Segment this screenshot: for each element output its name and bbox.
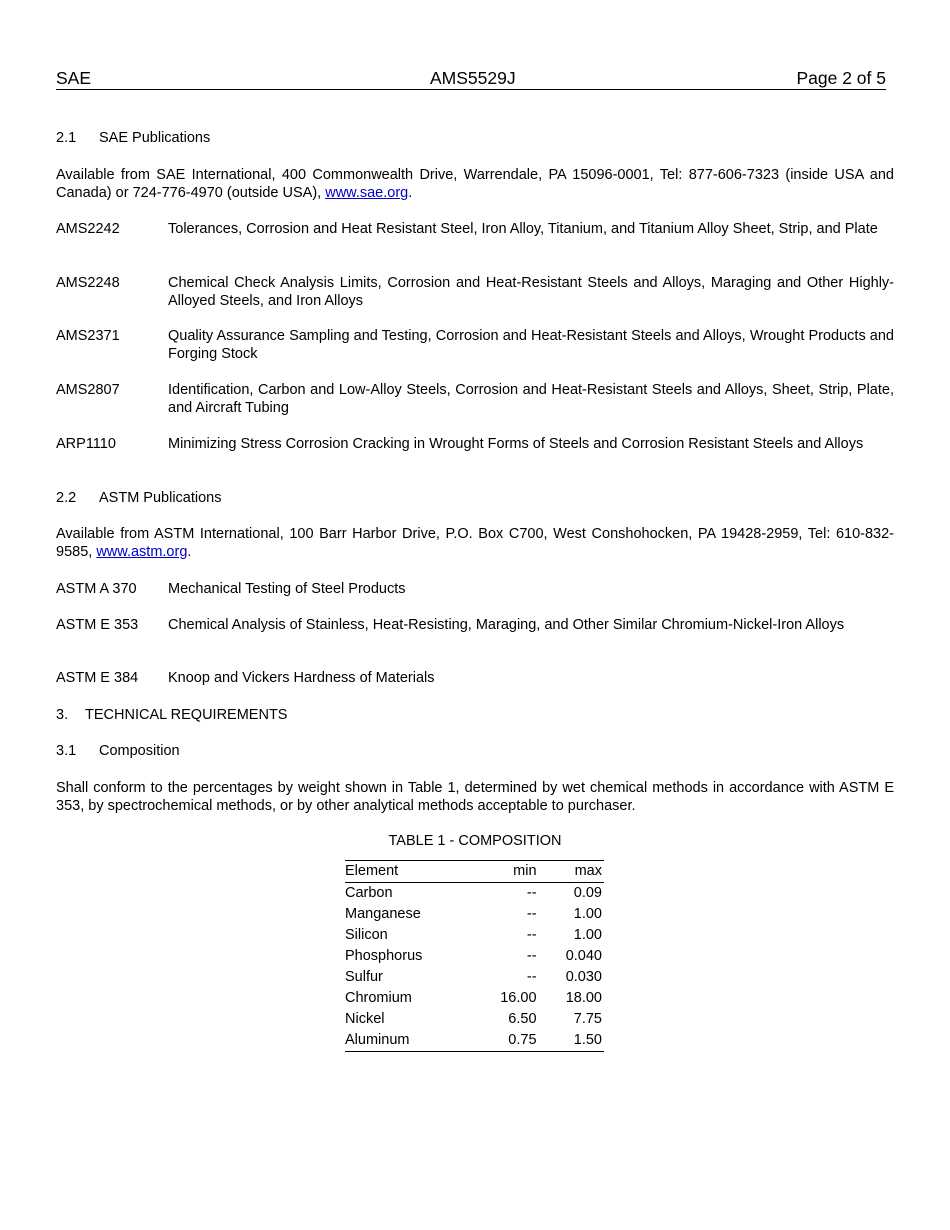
period: . [408,185,413,201]
element-cell: Manganese [345,906,421,922]
page-header [56,68,886,90]
element-cell: Aluminum [345,1032,410,1048]
element-cell: Silicon [345,927,388,943]
astm-website-link[interactable]: www.astm.org [96,544,188,560]
section-title: SAE Publications [99,130,211,146]
max-cell: 0.09 [573,885,602,901]
min-cell: -- [526,969,537,985]
min-cell: -- [526,885,537,901]
table-row [345,946,604,967]
reference-code: ASTM E 384 [56,670,139,686]
min-cell: -- [526,927,537,943]
section-3-heading [56,706,894,724]
max-cell: 1.00 [573,906,602,922]
min-cell: -- [526,906,537,922]
reference-code: AMS2242 [56,221,120,237]
reference-title: Quality Assurance Sampling and Testing, Corrosion and Heat-Resistant Steels and Alloys, Wrought Products and Forging Stock [168,328,894,362]
column-header-max: max [574,863,602,879]
reference-code: AMS2371 [56,328,120,344]
reference-title: Minimizing Stress Corrosion Cracking in Wrought Forms of Steels and Corrosion Resistant Steels and Alloys [168,436,864,452]
reference-title: Knoop and Vickers Hardness of Materials [168,670,435,686]
column-header-min: min [513,863,537,879]
section-title: ASTM Publications [99,490,222,506]
header-doc-number: AMS5529J [430,68,516,88]
composition-paragraph: Shall conform to the percentages by weight shown in Table 1, determined by wet chemical methods in accordance with ASTM E 353, by spectrochemical methods, or by other analytical methods acceptable to purchaser. [56,780,894,814]
reference-code: ASTM A 370 [56,581,137,597]
section-number: 3. [56,707,69,723]
table-row [345,925,604,946]
composition-table [345,860,604,1052]
element-cell: Carbon [345,885,393,901]
section-title: TECHNICAL REQUIREMENTS [85,707,288,723]
header-page-number: Page 2 of 5 [796,68,886,88]
table-caption: TABLE 1 - COMPOSITION [388,833,562,849]
element-cell: Nickel [345,1011,385,1027]
element-cell: Sulfur [345,969,383,985]
section-number: 2.2 [56,490,77,506]
element-cell: Phosphorus [345,948,423,964]
table-row [345,1009,604,1030]
header-org: SAE [56,68,92,88]
sae-website-link[interactable]: www.sae.org [325,185,409,201]
max-cell: 1.50 [573,1032,602,1048]
astm-availability-text: Available from ASTM International, 100 Barr Harbor Drive, P.O. Box C700, West Conshohocken, PA 19428-2959, Tel: 610-832-9585, [56,526,894,560]
min-cell: -- [526,948,537,964]
max-cell: 0.030 [565,969,602,985]
max-cell: 0.040 [565,948,602,964]
table-row [345,988,604,1009]
sae-availability-text: Available from SAE International, 400 Commonwealth Drive, Warrendale, PA 15096-0001, Tel: 877-606-7323 (inside USA and Canada) or 724-776-4970 (outside USA), [56,167,894,201]
table-row [345,1030,604,1052]
section-number: 2.1 [56,130,77,146]
section-2-1-heading [56,129,894,147]
table-header-row [345,861,604,883]
element-cell: Chromium [345,990,412,1006]
table-row [345,967,604,988]
reference-code: ASTM E 353 [56,617,139,633]
reference-title: Tolerances, Corrosion and Heat Resistant Steel, Iron Alloy, Titanium, and Titanium Alloy Sheet, Strip, and Plate [168,221,878,237]
reference-title: Chemical Analysis of Stainless, Heat-Resisting, Maraging, and Other Similar Chromium-Nickel-Iron Alloys [168,617,845,633]
document-page [56,0,894,1230]
table-row [345,904,604,925]
reference-title: Chemical Check Analysis Limits, Corrosion and Heat-Resistant Steels and Alloys, Maraging and Other Highly-Alloyed Steels, and Iron Alloys [168,275,894,309]
column-header-element: Element [345,863,399,879]
min-cell: 16.00 [500,990,537,1006]
reference-code: AMS2248 [56,275,120,291]
sae-availability-paragraph [56,166,894,202]
astm-availability-paragraph [56,525,894,561]
min-cell: 6.50 [508,1011,537,1027]
reference-code: AMS2807 [56,382,120,398]
reference-code: ARP1110 [56,436,116,452]
max-cell: 1.00 [573,927,602,943]
section-3-1-heading [56,742,894,760]
reference-title: Mechanical Testing of Steel Products [168,581,406,597]
section-2-2-heading [56,489,894,507]
reference-title: Identification, Carbon and Low-Alloy Steels, Corrosion and Heat-Resistant Steels and Alloys, Sheet, Strip, Plate, and Aircraft Tubing [168,382,894,416]
section-title: Composition [99,743,180,759]
table-row [345,883,604,905]
min-cell: 0.75 [508,1032,537,1048]
period: . [187,544,192,560]
max-cell: 7.75 [573,1011,602,1027]
section-number: 3.1 [56,743,77,759]
max-cell: 18.00 [565,990,602,1006]
